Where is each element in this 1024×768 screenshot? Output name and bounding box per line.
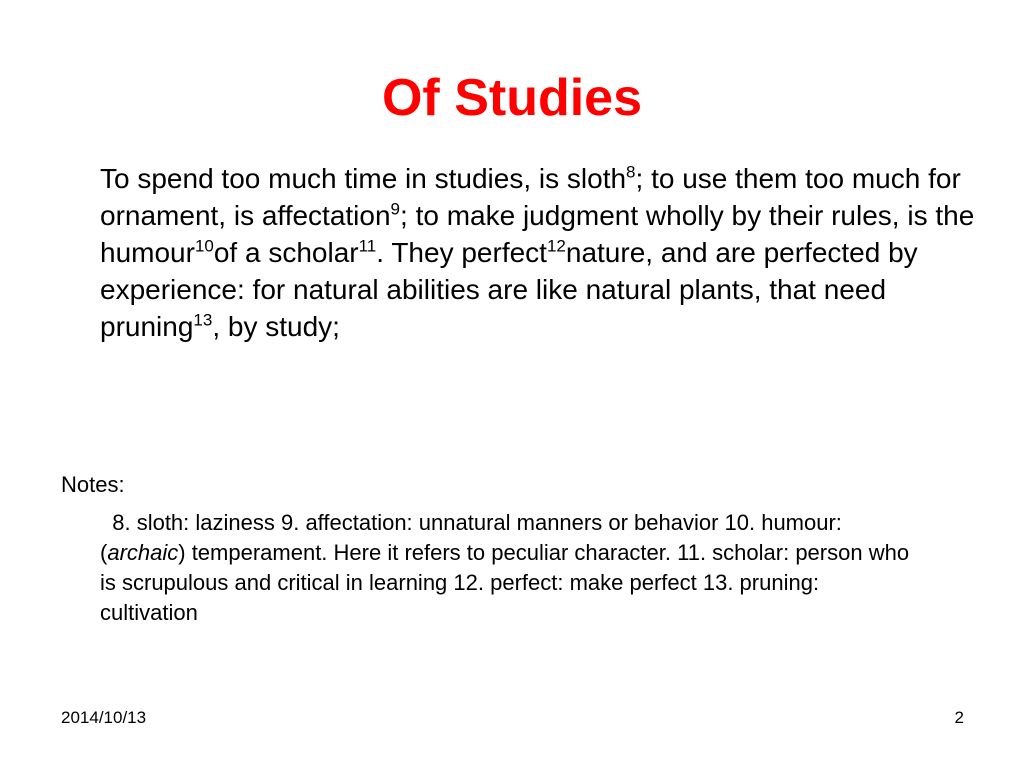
notes-segment: 8. sloth: laziness 9. affectation: unnatural manners or behavior 10. humour: ( (100, 510, 842, 565)
passage-segment: of a scholar (213, 237, 359, 268)
notes-archaic: archaic (107, 540, 179, 565)
footnote-ref-9: 9 (390, 199, 401, 219)
footnote-ref-8: 8 (626, 162, 636, 182)
passage-segment: ; to make judgment wholly by their rules, is the humour (100, 200, 975, 268)
passage-segment: To spend too much time in studies, is sloth (100, 163, 627, 194)
footnote-ref-13: 13 (193, 310, 213, 330)
footer-date: 2014/10/13 (61, 708, 147, 727)
notes-segment: ) temperament. Here it refers to peculiar character. 11. scholar: person who is scrupulous and critical in learning 12. perfect: make perfect 13. pruning: cultivation (100, 540, 910, 625)
passage-segment: nature, and are perfected by experience: for natural abilities are like natural plants, that need pruning (100, 237, 918, 342)
passage-segment: ; to use them too much for ornament, is affectation (100, 163, 961, 231)
footnote-ref-10: 10 (194, 236, 214, 256)
passage-text (100, 160, 980, 345)
page-number: 2 (954, 708, 964, 727)
notes-text (100, 508, 920, 628)
passage-segment: , by study; (212, 311, 340, 342)
passage-segment: . They perfect (376, 237, 547, 268)
notes-label: Notes: (61, 472, 125, 497)
footnote-ref-11: 11 (358, 236, 377, 256)
slide-title: Of Studies (381, 69, 643, 127)
footnote-ref-12: 12 (546, 236, 566, 256)
